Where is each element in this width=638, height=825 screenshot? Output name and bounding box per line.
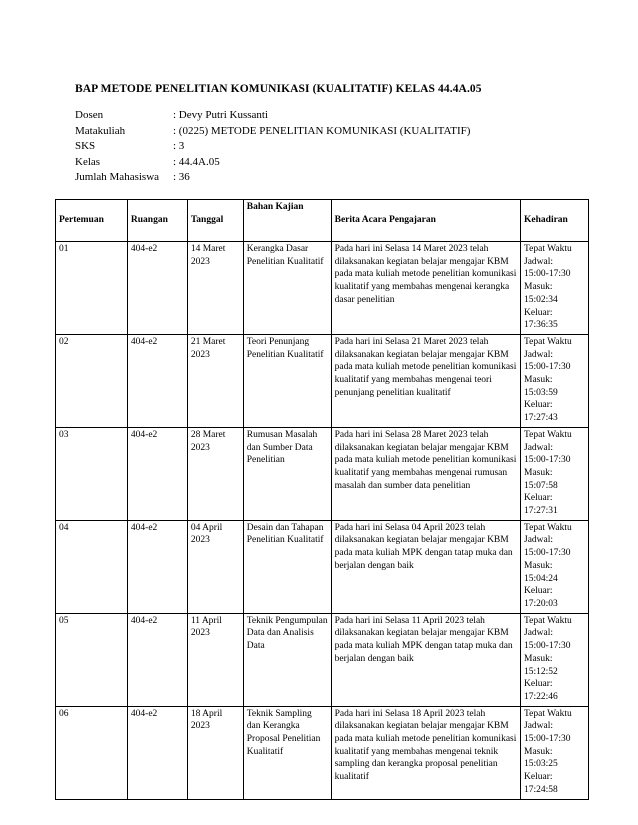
kehadiran-line: Jadwal: xyxy=(524,256,554,267)
kehadiran-line: Tepat Waktu xyxy=(524,429,572,440)
kehadiran-line: 15:02:34 xyxy=(524,294,558,305)
meta-label: Jumlah Mahasiswa xyxy=(75,171,160,184)
kehadiran-line: Keluar: xyxy=(524,586,553,597)
cell-bahan-kajian: Teori Penunjang Penelitian Kualitatif xyxy=(243,334,331,427)
kehadiran-line: Masuk: xyxy=(524,282,553,293)
cell-ruangan: 404-e2 xyxy=(127,242,187,335)
meta-row-sks xyxy=(75,139,470,155)
bap-table xyxy=(55,199,589,800)
meta-row-kelas xyxy=(75,155,470,171)
cell-kehadiran xyxy=(521,427,589,520)
kehadiran-line: Jadwal: xyxy=(524,535,554,546)
kehadiran-line: 17:22:46 xyxy=(524,691,558,702)
course-info xyxy=(75,108,470,186)
meta-label: Kelas xyxy=(75,155,101,168)
cell-pertemuan: 04 xyxy=(56,520,128,613)
kehadiran-line: Keluar: xyxy=(524,307,553,318)
header-berita-acara: Berita Acara Pengajaran xyxy=(331,200,520,242)
table-header-row xyxy=(56,200,589,242)
kehadiran-line: Tepat Waktu xyxy=(524,708,572,719)
document-title: BAP METODE PENELITIAN KOMUNIKASI (KUALITATIF) KELAS 44.4A.05 xyxy=(75,83,482,95)
kehadiran-line: Masuk: xyxy=(524,375,553,386)
kehadiran-line: 15:07:58 xyxy=(524,480,558,491)
table-row xyxy=(56,242,589,335)
header-bahan-kajian: Bahan Kajian xyxy=(243,200,331,242)
cell-berita-acara: Pada hari ini Selasa 04 April 2023 telah dilaksanakan kegiatan belajar mengajar KBM pada mata kuliah MPK dengan tatap muka dan berjalan dengan baik xyxy=(331,520,520,613)
cell-kehadiran xyxy=(521,520,589,613)
meta-value: : Devy Putri Kussanti xyxy=(173,109,269,121)
kehadiran-line: Keluar: xyxy=(524,679,553,690)
cell-tanggal: 28 Maret 2023 xyxy=(187,427,243,520)
meta-value: : 44.4A.05 xyxy=(173,155,220,168)
kehadiran-line: 17:20:03 xyxy=(524,598,558,609)
kehadiran-line: 17:27:43 xyxy=(524,413,558,424)
cell-tanggal: 04 April 2023 xyxy=(187,520,243,613)
table-body xyxy=(56,242,589,800)
kehadiran-line: Masuk: xyxy=(524,653,553,664)
kehadiran-line: 15:00-17:30 xyxy=(524,362,571,373)
cell-pertemuan: 06 xyxy=(56,706,128,799)
cell-kehadiran xyxy=(521,334,589,427)
cell-bahan-kajian: Teknik Pengumpulan Data dan Analisis Data xyxy=(243,613,331,706)
cell-berita-acara: Pada hari ini Selasa 11 April 2023 telah dilaksanakan kegiatan belajar mengajar KBM pada mata kuliah MPK dengan tatap muka dan berjalan dengan baik xyxy=(331,613,520,706)
kehadiran-line: Tepat Waktu xyxy=(524,522,572,533)
cell-tanggal: 14 Maret 2023 xyxy=(187,242,243,335)
kehadiran-line: 15:00-17:30 xyxy=(524,455,571,466)
kehadiran-line: Jadwal: xyxy=(524,721,554,732)
cell-pertemuan: 03 xyxy=(56,427,128,520)
cell-ruangan: 404-e2 xyxy=(127,520,187,613)
header-ruangan: Ruangan xyxy=(127,200,187,242)
kehadiran-line: 17:36:35 xyxy=(524,320,558,331)
cell-ruangan: 404-e2 xyxy=(127,334,187,427)
meta-row-jumlah-mahasiswa xyxy=(75,170,470,186)
cell-ruangan: 404-e2 xyxy=(127,427,187,520)
kehadiran-line: 15:04:24 xyxy=(524,573,558,584)
kehadiran-line: Masuk: xyxy=(524,560,553,571)
kehadiran-line: Tepat Waktu xyxy=(524,615,572,626)
kehadiran-line: Tepat Waktu xyxy=(524,244,572,254)
kehadiran-line: Keluar: xyxy=(524,493,553,504)
cell-tanggal: 21 Maret 2023 xyxy=(187,334,243,427)
kehadiran-line: Keluar: xyxy=(524,400,553,411)
kehadiran-line: Masuk: xyxy=(524,746,553,757)
cell-bahan-kajian: Desain dan Tahapan Penelitian Kualitatif xyxy=(243,520,331,613)
meta-row-dosen xyxy=(75,108,470,124)
header-tanggal: Tanggal xyxy=(187,200,243,242)
cell-bahan-kajian: Teknik Sampling dan Kerangka Proposal Penelitian Kualitatif xyxy=(243,706,331,799)
meta-value: : (0225) METODE PENELITIAN KOMUNIKASI (KUALITATIF) xyxy=(173,124,471,137)
kehadiran-line: 15:03:25 xyxy=(524,759,558,770)
kehadiran-line: 15:00-17:30 xyxy=(524,641,571,652)
meta-label: SKS xyxy=(75,140,96,153)
cell-ruangan: 404-e2 xyxy=(127,613,187,706)
meta-value: : 36 xyxy=(173,171,190,184)
cell-tanggal: 18 April 2023 xyxy=(187,706,243,799)
kehadiran-line: 15:00-17:30 xyxy=(524,269,571,280)
header-pertemuan: Pertemuan xyxy=(56,200,128,242)
cell-berita-acara: Pada hari ini Selasa 28 Maret 2023 telah dilaksanakan kegiatan belajar mengajar KBM pada mata kuliah metode penelitian komunikasi kualitatif yang membahas mengenai rumusan masalah dan sumber data penelitian xyxy=(331,427,520,520)
table-row xyxy=(56,334,589,427)
meta-label: Matakuliah xyxy=(75,124,126,137)
kehadiran-line: 15:12:52 xyxy=(524,666,558,677)
cell-pertemuan: 05 xyxy=(56,613,128,706)
meta-label: Dosen xyxy=(75,109,104,121)
cell-kehadiran xyxy=(521,706,589,799)
meta-value: : 3 xyxy=(173,140,185,153)
cell-berita-acara: Pada hari ini Selasa 18 April 2023 telah dilaksanakan kegiatan belajar mengajar KBM pada mata kuliah metode penelitian komunikasi kualitatif yang membahas mengenai teknik sampling dan kerangka proposal penelitian kualitatif xyxy=(331,706,520,799)
kehadiran-line: Keluar: xyxy=(524,772,553,783)
kehadiran-line: 15:00-17:30 xyxy=(524,734,571,745)
kehadiran-line: Jadwal: xyxy=(524,628,554,639)
table-row xyxy=(56,613,589,706)
cell-bahan-kajian: Rumusan Masalah dan Sumber Data Penelitian xyxy=(243,427,331,520)
cell-ruangan: 404-e2 xyxy=(127,706,187,799)
kehadiran-line: Jadwal: xyxy=(524,349,554,360)
cell-pertemuan: 01 xyxy=(56,242,128,335)
cell-kehadiran xyxy=(521,242,589,335)
kehadiran-line: 15:03:59 xyxy=(524,387,558,398)
table-row xyxy=(56,706,589,799)
cell-berita-acara: Pada hari ini Selasa 14 Maret 2023 telah dilaksanakan kegiatan belajar mengajar KBM pada mata kuliah metode penelitian komunikasi kualitatif yang membahas mengenai kerangka dasar penelitian xyxy=(331,242,520,335)
header-kehadiran: Kehadiran xyxy=(521,200,589,242)
table-row xyxy=(56,427,589,520)
kehadiran-line: Jadwal: xyxy=(524,442,554,453)
cell-tanggal: 11 April 2023 xyxy=(187,613,243,706)
cell-kehadiran xyxy=(521,613,589,706)
cell-berita-acara: Pada hari ini Selasa 21 Maret 2023 telah dilaksanakan kegiatan belajar mengajar KBM pada mata kuliah metode penelitian komunikasi kualitatif yang membahas mengenai teori penunjang penelitian kualitatif xyxy=(331,334,520,427)
kehadiran-line: Masuk: xyxy=(524,467,553,478)
cell-pertemuan: 02 xyxy=(56,334,128,427)
kehadiran-line: 17:27:31 xyxy=(524,506,558,517)
kehadiran-line: Tepat Waktu xyxy=(524,336,572,347)
table-row xyxy=(56,520,589,613)
cell-bahan-kajian: Kerangka Dasar Penelitian Kualitatif xyxy=(243,242,331,335)
meta-row-matakuliah xyxy=(75,124,470,140)
kehadiran-line: 17:24:58 xyxy=(524,784,558,795)
kehadiran-line: 15:00-17:30 xyxy=(524,548,571,559)
